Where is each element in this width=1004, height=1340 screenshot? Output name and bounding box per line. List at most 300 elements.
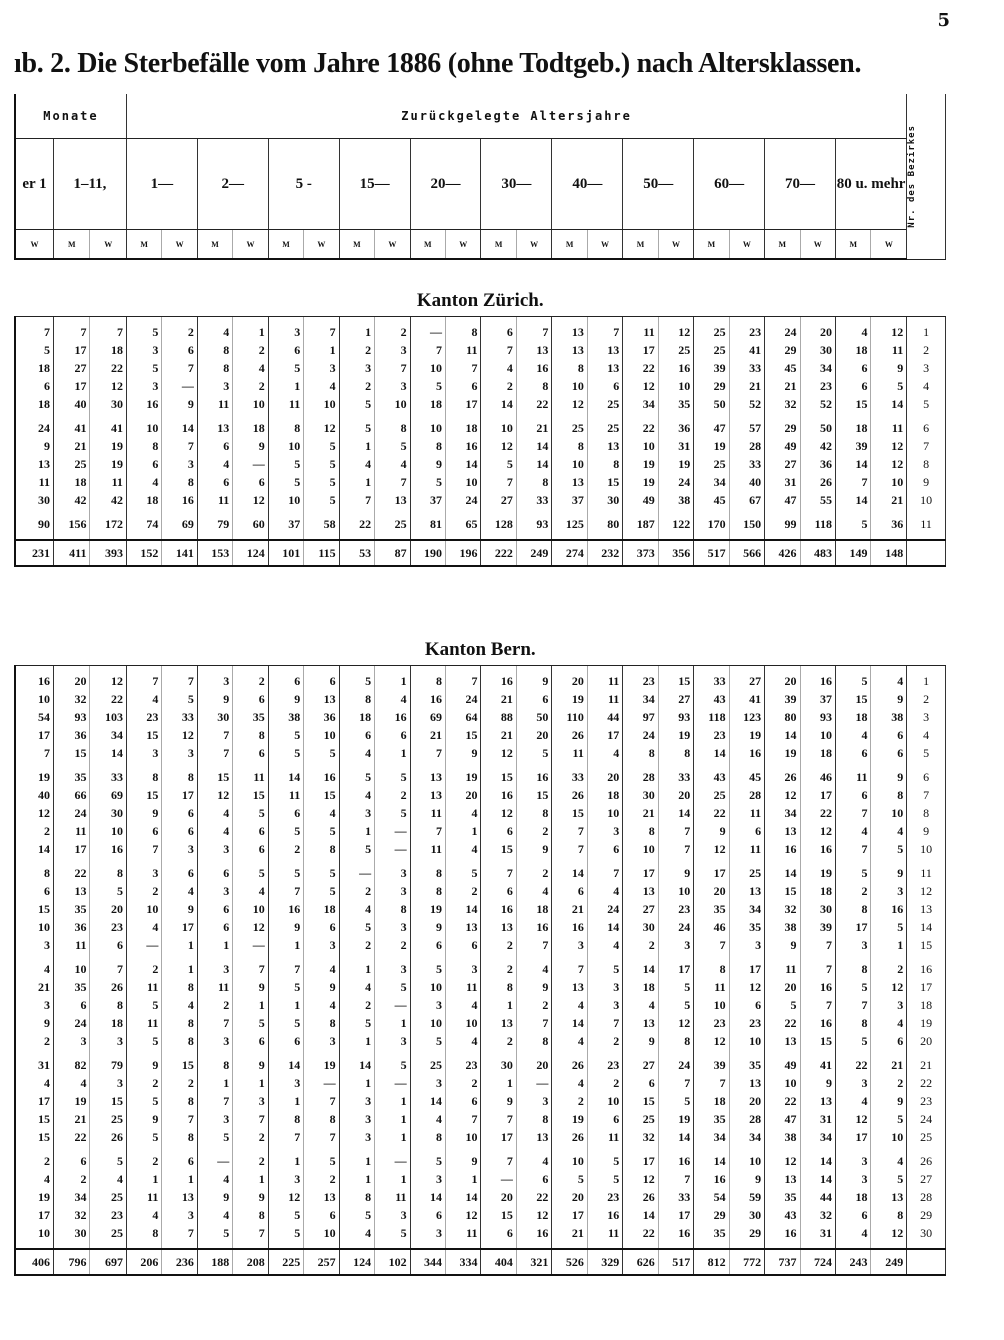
total-cell: 329 — [587, 1249, 622, 1275]
table-cell: 19 — [90, 437, 126, 455]
table-cell: 12 — [481, 804, 516, 822]
total-cell: 249 — [871, 1249, 907, 1275]
table-cell: 9 — [126, 804, 161, 822]
bezirk-number: 22 — [907, 1074, 946, 1092]
table-cell: 20 — [516, 1056, 551, 1074]
gap-cell — [410, 1242, 445, 1249]
table-cell: 23 — [90, 1206, 126, 1224]
table-cell: 5 — [552, 1170, 587, 1188]
table-cell: 35 — [729, 918, 764, 936]
table-cell: 22 — [54, 1128, 90, 1146]
table-cell: 1 — [339, 1170, 374, 1188]
table-cell: 1 — [233, 996, 268, 1014]
table-cell: 7 — [800, 936, 835, 954]
table-cell: 16 — [658, 1152, 693, 1170]
table-row — [15, 515, 946, 533]
table-cell: 6 — [836, 359, 871, 377]
table-cell: 7 — [15, 744, 54, 762]
table-cell: 12 — [623, 1170, 658, 1188]
table-cell: 40 — [54, 395, 90, 413]
table-cell: 4 — [871, 1014, 907, 1032]
table-cell: 4 — [339, 900, 374, 918]
table-cell: 4 — [197, 822, 232, 840]
table-cell: 15 — [304, 786, 339, 804]
table-cell: 24 — [658, 473, 693, 491]
sex-header: W — [233, 230, 268, 260]
header-bezirk-label: Nr. des Bezirkes — [907, 124, 918, 228]
table-cell: 8 — [162, 768, 197, 786]
table-cell: 4 — [836, 1224, 871, 1242]
table-cell: 46 — [694, 918, 729, 936]
header-altersjahre: Zurückgelegte Altersjahre — [126, 94, 906, 139]
table-cell: 19 — [410, 900, 445, 918]
table-row — [15, 1188, 946, 1206]
table-cell: — — [410, 323, 445, 341]
table-cell: 9 — [197, 1188, 232, 1206]
table-cell: 5 — [339, 419, 374, 437]
gap-cell — [446, 1242, 481, 1249]
table-row — [15, 786, 946, 804]
table-cell: 16 — [481, 786, 516, 804]
table-cell: 3 — [304, 359, 339, 377]
table-cell: 5 — [587, 1152, 622, 1170]
table-cell: 23 — [658, 900, 693, 918]
table-cell: 26 — [765, 768, 800, 786]
table-cell: 13 — [552, 323, 587, 341]
table-cell: 8 — [410, 864, 445, 882]
table-cell: 3 — [375, 918, 410, 936]
table-cell: 32 — [765, 395, 800, 413]
table-cell: 5 — [162, 690, 197, 708]
table-cell: 11 — [410, 840, 445, 858]
table-cell: 10 — [800, 726, 835, 744]
table-cell: 6 — [481, 822, 516, 840]
table-cell: 5 — [481, 455, 516, 473]
table-cell: 14 — [410, 1092, 445, 1110]
table-cell: 3 — [587, 978, 622, 996]
gap-cell — [871, 533, 907, 540]
table-cell: 11 — [552, 744, 587, 762]
table-cell: 13 — [552, 473, 587, 491]
table-cell: 8 — [162, 1032, 197, 1050]
table-cell: 29 — [765, 419, 800, 437]
table-cell: 2 — [54, 1170, 90, 1188]
table-cell: 11 — [446, 1224, 481, 1242]
table-cell: 10 — [552, 455, 587, 473]
table-cell: 5 — [268, 1014, 303, 1032]
table-cell: 17 — [162, 786, 197, 804]
table-cell: 12 — [800, 822, 835, 840]
table-cell: 19 — [623, 455, 658, 473]
table-cell: 21 — [552, 1224, 587, 1242]
table-cell: 7 — [658, 822, 693, 840]
table-cell: 2 — [126, 1074, 161, 1092]
table-cell: 36 — [54, 726, 90, 744]
gap-cell — [907, 533, 946, 540]
table-cell: 5 — [836, 672, 871, 690]
table-cell: 8 — [410, 1128, 445, 1146]
table-cell: 30 — [623, 786, 658, 804]
table-cell: 9 — [871, 690, 907, 708]
total-cell: 526 — [552, 1249, 587, 1275]
table-cell: 8 — [623, 744, 658, 762]
table-cell: 5 — [197, 1128, 232, 1146]
table-cell: 18 — [90, 1014, 126, 1032]
table-cell: 5 — [587, 1170, 622, 1188]
table-cell: 9 — [304, 978, 339, 996]
table-cell: 1 — [126, 1170, 161, 1188]
table-cell: 5 — [871, 918, 907, 936]
table-cell: 14 — [836, 455, 871, 473]
table-cell: 7 — [836, 996, 871, 1014]
table-cell: 8 — [339, 690, 374, 708]
table-cell: 3 — [268, 1074, 303, 1092]
age-class-header: 20— — [410, 139, 481, 230]
table-cell: 2 — [552, 1092, 587, 1110]
table-cell: 7 — [268, 882, 303, 900]
table-cell: 2 — [587, 1032, 622, 1050]
table-cell: 11 — [587, 1224, 622, 1242]
table-cell: 6 — [233, 840, 268, 858]
table-cell: 9 — [126, 1056, 161, 1074]
table-cell: 3 — [375, 882, 410, 900]
bezirk-number: 14 — [907, 918, 946, 936]
table-cell: 13 — [410, 768, 445, 786]
total-cell: 626 — [623, 1249, 658, 1275]
table-cell: 10 — [54, 960, 90, 978]
table-cell: 90 — [15, 515, 54, 533]
total-cell: 356 — [658, 540, 693, 566]
table-cell: 45 — [694, 491, 729, 509]
table-cell: 28 — [623, 768, 658, 786]
table-cell: 9 — [268, 918, 303, 936]
table-cell: 24 — [54, 1014, 90, 1032]
gap-cell — [90, 533, 126, 540]
table-cell: 1 — [446, 822, 481, 840]
table-cell: 25 — [90, 1110, 126, 1128]
table-cell: 2 — [233, 672, 268, 690]
table-cell: — — [481, 1170, 516, 1188]
table-cell: 10 — [410, 1014, 445, 1032]
table-cell: 6 — [126, 455, 161, 473]
table-cell: 24 — [54, 804, 90, 822]
table-cell: 30 — [90, 804, 126, 822]
table-cell: 15 — [15, 1110, 54, 1128]
table-cell: 13 — [410, 786, 445, 804]
table-cell: 3 — [375, 377, 410, 395]
table-cell: 6 — [233, 744, 268, 762]
table-cell: 30 — [90, 395, 126, 413]
table-cell: 16 — [765, 1224, 800, 1242]
table-cell: 8 — [410, 882, 445, 900]
table-cell: 9 — [162, 395, 197, 413]
table-cell: 18 — [15, 359, 54, 377]
table-cell: 79 — [90, 1056, 126, 1074]
table-cell: 93 — [658, 708, 693, 726]
table-cell: 32 — [54, 690, 90, 708]
table-row — [15, 491, 946, 509]
table-cell: 1 — [339, 1032, 374, 1050]
header-monate: Monate — [15, 94, 126, 139]
table-cell: 7 — [197, 1014, 232, 1032]
gap-cell — [658, 533, 693, 540]
table-cell: 16 — [694, 1170, 729, 1188]
table-cell: 16 — [268, 900, 303, 918]
table-cell: 4 — [339, 1224, 374, 1242]
table-cell: 9 — [800, 1074, 835, 1092]
table-cell: 4 — [339, 455, 374, 473]
table-cell: 2 — [339, 882, 374, 900]
table-cell: 7 — [268, 1128, 303, 1146]
table-cell: 4 — [446, 1032, 481, 1050]
bezirk-number: 15 — [907, 936, 946, 954]
table-cell: 7 — [162, 437, 197, 455]
table-cell: 25 — [623, 1110, 658, 1128]
table-cell: 5 — [836, 864, 871, 882]
table-cell: 37 — [410, 491, 445, 509]
table-cell: 5 — [268, 1206, 303, 1224]
table-cell: 4 — [516, 882, 551, 900]
table-cell: 23 — [694, 726, 729, 744]
table-cell: 69 — [162, 515, 197, 533]
table-cell: 5 — [268, 455, 303, 473]
table-cell: 7 — [836, 473, 871, 491]
table-cell: 10 — [446, 1014, 481, 1032]
table-cell: 33 — [90, 768, 126, 786]
table-cell: 16 — [800, 672, 835, 690]
table-cell: 23 — [126, 708, 161, 726]
table-cell: 1 — [304, 341, 339, 359]
table-cell: 1 — [233, 1170, 268, 1188]
table-cell: 3 — [836, 1152, 871, 1170]
table-cell: 9 — [446, 744, 481, 762]
table-cell: 2 — [375, 323, 410, 341]
table-cell: 7 — [481, 864, 516, 882]
table-cell: 12 — [871, 978, 907, 996]
table-cell: 6 — [268, 804, 303, 822]
table-cell: 10 — [587, 1092, 622, 1110]
table-cell: 3 — [197, 882, 232, 900]
table-cell: 10 — [233, 900, 268, 918]
table-cell: 18 — [54, 473, 90, 491]
table-cell: 5 — [836, 515, 871, 533]
table-cell: 14 — [162, 419, 197, 437]
gap-cell — [304, 533, 339, 540]
table-cell: 9 — [197, 690, 232, 708]
total-cell — [907, 540, 946, 566]
gap-cell — [268, 1242, 303, 1249]
table-cell: 33 — [729, 359, 764, 377]
table-cell: 88 — [481, 708, 516, 726]
table-cell: 5 — [233, 804, 268, 822]
table-cell: 3 — [410, 1074, 445, 1092]
table-row — [15, 473, 946, 491]
table-cell: 21 — [54, 437, 90, 455]
table-cell: 8 — [162, 473, 197, 491]
table-cell: 8 — [871, 786, 907, 804]
table-cell: 99 — [765, 515, 800, 533]
table-cell: 31 — [800, 1224, 835, 1242]
table-cell: 21 — [481, 726, 516, 744]
table-cell: 7 — [516, 1014, 551, 1032]
sex-header: W — [15, 230, 54, 260]
table-row — [15, 1056, 946, 1074]
table-cell: 11 — [729, 840, 764, 858]
table-cell: 10 — [552, 1152, 587, 1170]
table-cell: 10 — [410, 419, 445, 437]
table-cell: 8 — [836, 900, 871, 918]
table-cell: 4 — [836, 323, 871, 341]
table-cell: 30 — [15, 491, 54, 509]
table-cell: 12 — [481, 744, 516, 762]
table-cell: 10 — [552, 377, 587, 395]
gap-cell — [410, 533, 445, 540]
table-cell: 3 — [126, 864, 161, 882]
table-cell: 8 — [410, 437, 445, 455]
table-cell: 5 — [268, 359, 303, 377]
table-cell: 50 — [516, 708, 551, 726]
table-cell: 29 — [765, 341, 800, 359]
table-cell: 2 — [126, 882, 161, 900]
table-cell: 5 — [410, 1032, 445, 1050]
table-cell: 10 — [126, 419, 161, 437]
table-cell: 5 — [304, 744, 339, 762]
bezirk-number: 10 — [907, 491, 946, 509]
table-cell: 14 — [516, 455, 551, 473]
table-cell: 35 — [765, 1188, 800, 1206]
table-cell: 40 — [15, 786, 54, 804]
table-cell: 5 — [375, 804, 410, 822]
gap-cell — [623, 1242, 658, 1249]
table-cell: 16 — [516, 359, 551, 377]
table-cell: 7 — [800, 960, 835, 978]
table-cell: 3 — [197, 1110, 232, 1128]
table-cell: 22 — [623, 359, 658, 377]
total-cell: 566 — [729, 540, 764, 566]
age-class-header: 1–11, — [54, 139, 127, 230]
table-cell: 25 — [90, 1188, 126, 1206]
table-cell: 3 — [410, 996, 445, 1014]
table-cell: 17 — [658, 1206, 693, 1224]
sex-header: M — [410, 230, 445, 260]
total-row — [15, 1249, 946, 1275]
table-cell: 7 — [197, 726, 232, 744]
table-cell: 1 — [268, 1092, 303, 1110]
table-cell: 10 — [410, 359, 445, 377]
age-class-header: 5 - — [268, 139, 339, 230]
table-cell: 18 — [623, 978, 658, 996]
table-cell: 16 — [516, 1224, 551, 1242]
table-cell: 118 — [694, 708, 729, 726]
table-cell: 4 — [15, 1170, 54, 1188]
sex-header: W — [658, 230, 693, 260]
table-cell: 2 — [516, 864, 551, 882]
group-gap — [15, 1242, 946, 1249]
table-cell: 4 — [339, 744, 374, 762]
table-cell: 3 — [54, 1032, 90, 1050]
bezirk-number: 8 — [907, 455, 946, 473]
table-cell: 12 — [233, 491, 268, 509]
table-cell: 5 — [339, 1014, 374, 1032]
table-cell: 18 — [90, 341, 126, 359]
table-cell: 13 — [729, 1074, 764, 1092]
table-cell: 18 — [800, 882, 835, 900]
table-cell: 12 — [90, 672, 126, 690]
table-cell: 5 — [197, 1224, 232, 1242]
table-cell: 5 — [410, 473, 445, 491]
table-cell: 4 — [871, 672, 907, 690]
table-cell: 3 — [197, 840, 232, 858]
canton-heading: Kanton Zürich. — [15, 259, 946, 317]
table-cell: 14 — [623, 1206, 658, 1224]
table-cell: 8 — [516, 1032, 551, 1050]
table-row — [15, 1110, 946, 1128]
table-cell: 5 — [375, 1224, 410, 1242]
table-cell: 22 — [339, 515, 374, 533]
table-cell: 27 — [54, 359, 90, 377]
table-cell: 18 — [516, 900, 551, 918]
age-class-header: 70— — [765, 139, 836, 230]
table-row — [15, 1224, 946, 1242]
table-cell: 9 — [15, 437, 54, 455]
table-cell: 6 — [15, 882, 54, 900]
bezirk-number: 18 — [907, 996, 946, 1014]
table-cell: 27 — [623, 900, 658, 918]
table-cell: 21 — [516, 419, 551, 437]
table-cell: 7 — [375, 473, 410, 491]
table-cell: 1 — [197, 1074, 232, 1092]
table-cell: 2 — [836, 882, 871, 900]
table-cell: 14 — [800, 1170, 835, 1188]
table-cell: 3 — [90, 1074, 126, 1092]
table-row — [15, 744, 946, 762]
table-cell: 5 — [304, 1152, 339, 1170]
table-row — [15, 1074, 946, 1092]
table-cell: 7 — [481, 473, 516, 491]
table-cell: 2 — [233, 377, 268, 395]
table-cell: 17 — [836, 1128, 871, 1146]
table-cell: 34 — [694, 1128, 729, 1146]
total-cell: 411 — [54, 540, 90, 566]
table-cell: 17 — [552, 1206, 587, 1224]
gap-cell — [481, 1242, 516, 1249]
table-row — [15, 960, 946, 978]
table-cell: 3 — [375, 341, 410, 359]
table-row — [15, 1014, 946, 1032]
table-cell: 13 — [162, 1188, 197, 1206]
table-cell: 7 — [446, 359, 481, 377]
table-cell: 10 — [587, 804, 622, 822]
table-cell: 7 — [339, 491, 374, 509]
table-cell: 4 — [126, 690, 161, 708]
table-cell: 30 — [197, 708, 232, 726]
table-cell: 6 — [54, 1152, 90, 1170]
table-cell: 8 — [623, 822, 658, 840]
table-row — [15, 726, 946, 744]
table-cell: 10 — [481, 419, 516, 437]
table-cell: 3 — [836, 1074, 871, 1092]
table-cell: 4 — [233, 359, 268, 377]
table-cell: 15 — [446, 726, 481, 744]
table-cell: 26 — [90, 978, 126, 996]
table-cell: 22 — [623, 419, 658, 437]
table-cell: 4 — [162, 882, 197, 900]
table-cell: 5 — [126, 359, 161, 377]
table-cell: 7 — [694, 1074, 729, 1092]
table-cell: 5 — [339, 918, 374, 936]
table-cell: 5 — [871, 1170, 907, 1188]
table-cell: 3 — [658, 936, 693, 954]
